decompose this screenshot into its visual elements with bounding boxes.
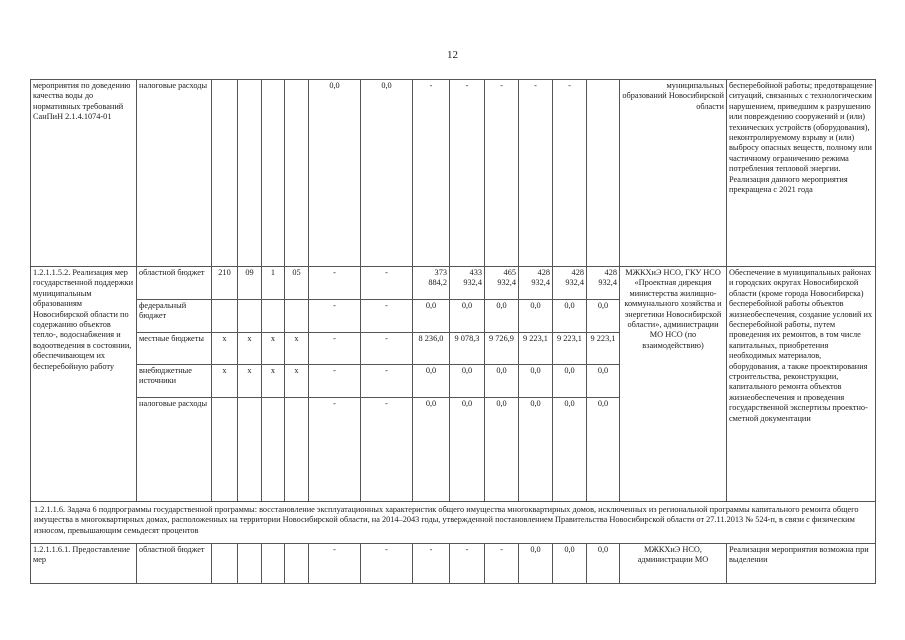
rz-cell: x xyxy=(238,365,262,398)
pr-cell: x xyxy=(262,365,285,398)
value-cell: - xyxy=(485,80,519,267)
value-cell: 0,0 xyxy=(485,365,519,398)
value-cell: - xyxy=(413,544,450,584)
rz-cell xyxy=(238,398,262,502)
value-cell: 0,0 xyxy=(309,80,361,267)
funding-source-cell: внебюджетные источники xyxy=(137,365,212,398)
value-cell: 0,0 xyxy=(361,80,413,267)
task-description-cell: 1.2.1.1.6. Задача 6 подпрограммы государственной программы: восстановление эксплуатационных характеристик общего имущества многоквартирных домов, исключенных из региональной программы капитального ремонта общего имущества в многоквартирных домах, расположенных на территории Новосибирской области, на 2014–2043 годы, утвержденной постановлением Правительства Новосибирской области от 27.11.2013 № 524-п, в связи с физическим износом, превышающим семьдесят процентов xyxy=(31,502,876,544)
rz-cell: 09 xyxy=(238,267,262,300)
executor-cell: МЖКХиЭ НСО, ГКУ НСО «Проектная дирекция министерства жилищно-коммунального хозяйства и энергетики Новосибирской области», администрации МО НСО (по взаимодействию) xyxy=(620,267,727,502)
pr-cell xyxy=(262,398,285,502)
value-cell: - xyxy=(309,365,361,398)
grbs-cell: x xyxy=(212,333,238,365)
executor-cell: МЖКХиЭ НСО, администрации МО xyxy=(620,544,727,584)
pr-cell: x xyxy=(262,333,285,365)
value-cell: 0,0 xyxy=(450,300,485,333)
value-cell: 0,0 xyxy=(519,300,553,333)
value-cell: 0,0 xyxy=(587,365,620,398)
value-cell: - xyxy=(450,544,485,584)
program-table xyxy=(30,79,876,584)
value-cell: - xyxy=(361,398,413,502)
value-cell: 0,0 xyxy=(587,544,620,584)
table-row xyxy=(31,502,876,544)
value-cell: - xyxy=(309,300,361,333)
grbs-cell xyxy=(212,300,238,333)
value-cell: - xyxy=(309,544,361,584)
funding-source-cell: местные бюджеты xyxy=(137,333,212,365)
value-cell: 428 932,4 xyxy=(587,267,620,300)
value-cell: 0,0 xyxy=(413,365,450,398)
funding-source-cell: областной бюджет xyxy=(137,544,212,584)
event-name-cell: мероприятия по доведению качества воды до нормативных требований СанПиН 2.1.4.1074-01 xyxy=(31,80,137,267)
table-row xyxy=(31,80,876,267)
value-cell: 0,0 xyxy=(450,398,485,502)
vr-cell: x xyxy=(285,365,309,398)
value-cell: 0,0 xyxy=(587,300,620,333)
executor-cell: муниципальных образований Новосибирской области xyxy=(620,80,727,267)
funding-source-cell: областной бюджет xyxy=(137,267,212,300)
value-cell: - xyxy=(361,333,413,365)
table-row xyxy=(31,544,876,584)
table-row xyxy=(31,267,876,300)
result-cell: Обеспечение в муниципальных районах и городских округах Новосибирской области (кроме города Новосибирска) бесперебойной работы объектов жизнеобеспечения, создание условий их бесперебойной работы, путем проведения их ремонтов, в том числе капитальных, приобретения необходимых материалов, оборудования, а также проектирования строительства, реконструкции, капитального ремонта объектов жизнеобеспечения и проведения государственной экспертизы проектно-сметной документации xyxy=(727,267,876,502)
vr-cell xyxy=(285,398,309,502)
vr-cell: x xyxy=(285,333,309,365)
value-cell: - xyxy=(450,80,485,267)
grbs-cell: x xyxy=(212,365,238,398)
value-cell: - xyxy=(361,267,413,300)
value-cell: 0,0 xyxy=(413,398,450,502)
value-cell: - xyxy=(485,544,519,584)
value-cell: 9 223,1 xyxy=(519,333,553,365)
value-cell: - xyxy=(361,365,413,398)
value-cell: 428 932,4 xyxy=(553,267,587,300)
value-cell: 9 223,1 xyxy=(553,333,587,365)
rz-cell: x xyxy=(238,333,262,365)
value-cell: 0,0 xyxy=(485,398,519,502)
value-cell: - xyxy=(361,544,413,584)
page-number: 12 xyxy=(447,49,458,61)
value-cell: 0,0 xyxy=(553,365,587,398)
vr-cell xyxy=(285,300,309,333)
value-cell: - xyxy=(309,398,361,502)
result-cell: бесперебойной работы; предотвращение ситуаций, связанных с технологическим нарушением, приведшим к разрушению или повреждению сооружений и (или) технических устройств (оборудования), неконтролируемому взрыву и (или) выбросу опасных веществ, полному или частичному ограничению режима потребления тепловой энергии. Реализация данного мероприятия прекращена с 2021 года xyxy=(727,80,876,267)
event-name-cell: 1.2.1.1.5.2. Реализация мер государственной поддержки муниципальным образованиям Новосибирской области по содержанию объектов тепло-, водоснабжения и водоотведения в состоянии, обеспечивающем их бесперебойную работу xyxy=(31,267,137,502)
grbs-cell: 210 xyxy=(212,267,238,300)
funding-source-cell: налоговые расходы xyxy=(137,80,212,267)
vr-cell: 05 xyxy=(285,267,309,300)
value-cell: - xyxy=(519,80,553,267)
value-cell: 0,0 xyxy=(519,365,553,398)
value-cell: 0,0 xyxy=(413,300,450,333)
value-cell: 428 932,4 xyxy=(519,267,553,300)
value-cell: - xyxy=(309,333,361,365)
pr-cell: 1 xyxy=(262,267,285,300)
value-cell: 0,0 xyxy=(553,544,587,584)
value-cell: 0,0 xyxy=(519,544,553,584)
funding-source-cell: федеральный бюджет xyxy=(137,300,212,333)
event-name-cell: 1.2.1.1.6.1. Предоставление мер xyxy=(31,544,137,584)
value-cell: - xyxy=(361,300,413,333)
value-cell: 0,0 xyxy=(553,300,587,333)
pr-cell xyxy=(262,300,285,333)
value-cell: 0,0 xyxy=(519,398,553,502)
value-cell: 9 223,1 xyxy=(587,333,620,365)
value-cell: 9 726,9 xyxy=(485,333,519,365)
value-cell: 0,0 xyxy=(553,398,587,502)
value-cell: 0,0 xyxy=(450,365,485,398)
rz-cell xyxy=(238,300,262,333)
result-cell: Реализация мероприятия возможна при выделении xyxy=(727,544,876,584)
value-cell: - xyxy=(413,80,450,267)
value-cell: - xyxy=(553,80,587,267)
funding-source-cell: налоговые расходы xyxy=(137,398,212,502)
value-cell: 8 236,0 xyxy=(413,333,450,365)
value-cell: 433 932,4 xyxy=(450,267,485,300)
value-cell: 9 078,3 xyxy=(450,333,485,365)
value-cell: 0,0 xyxy=(587,398,620,502)
value-cell: 373 884,2 xyxy=(413,267,450,300)
value-cell: 465 932,4 xyxy=(485,267,519,300)
value-cell: - xyxy=(309,267,361,300)
value-cell: 0,0 xyxy=(485,300,519,333)
grbs-cell xyxy=(212,398,238,502)
